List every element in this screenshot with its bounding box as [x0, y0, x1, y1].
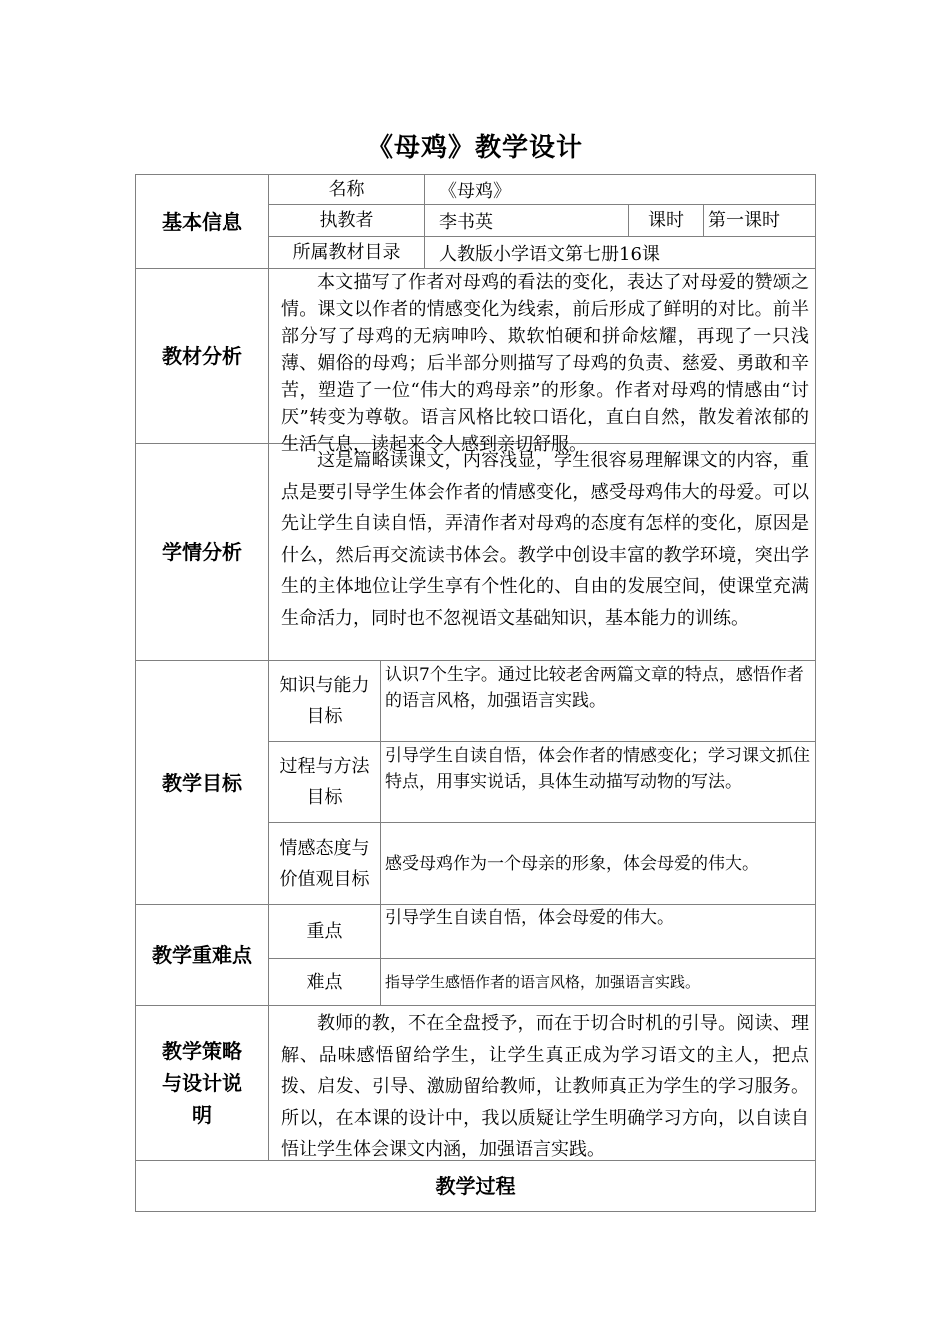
key-points-label: 教学重难点 — [152, 943, 252, 967]
goal-knowledge-label: 知识与能力目标 — [279, 675, 370, 727]
teacher-value: 李书英 — [439, 211, 493, 233]
textbook-label: 所属教材目录 — [292, 242, 401, 263]
goal-knowledge-text: 认识7个生字。通过比较老舍两篇文章的特点，感悟作者的语言风格，加强语言实践。 — [385, 665, 804, 711]
textbook-value: 人教版小学语文第七册16课 — [439, 243, 660, 265]
focus-label: 重点 — [306, 921, 343, 942]
period-value: 第一课时 — [708, 210, 780, 231]
teaching-process-heading: 教学过程 — [435, 1174, 516, 1198]
material-analysis-label: 教材分析 — [162, 344, 242, 368]
teaching-goals-label: 教学目标 — [162, 770, 242, 795]
focus-text: 引导学生自读自悟，体会母爱的伟大。 — [385, 908, 674, 928]
difficulty-label: 难点 — [306, 971, 343, 993]
goal-process-text: 引导学生自读自悟，体会作者的情感变化；学习课文抓住特点，用事实说话，具体生动描写动物的写法。 — [385, 746, 810, 792]
name-label: 名称 — [328, 179, 365, 200]
basic-info-label: 基本信息 — [162, 209, 242, 234]
material-analysis-text: 本文描写了作者对母鸡的看法的变化，表达了对母爱的赞颂之情。课文以作者的情感变化为线索，前后形成了鲜明的对比。前半部分写了母鸡的无病呻吟、欺软怕硬和拼命炫耀，再现了一只浅薄、媚俗的母鸡；后半部分则描写了母鸡的负责、慈爱、勇敢和辛苦，塑造了一位“伟大的鸡母亲”的形象。作者对母鸡的情感由“讨厌”转变为尊敬。语言风格比较口语化，直白自然，散发着浓郁的生活气息，读起来令人感到亲切舒服。 — [281, 272, 809, 455]
goal-emotion-label: 情感态度与价值观目标 — [279, 837, 370, 890]
strategy-text: 教师的教，不在全盘授予，而在于切合时机的引导。阅读、理解、品味感悟留给学生，让学生真正成为学习语文的主人，把点拨、启发、引导、激励留给教师，让教师真正为学生的学习服务。所以，在本课的设计中，我以质疑让学生明确学习方向，以自读自悟让学生体会课文内涵，加强语言实践。 — [281, 1013, 809, 1160]
student-analysis-label: 学情分析 — [162, 540, 242, 564]
teacher-label: 执教者 — [319, 210, 374, 231]
difficulty-text: 指导学生感悟作者的语言风格，加强语言实践。 — [385, 973, 701, 991]
name-value: 《母鸡》 — [439, 180, 511, 202]
student-analysis-text: 这是篇略读课文，内容浅显，学生很容易理解课文的内容，重点是要引导学生体会作者的情感变化，感受母鸡伟大的母爱。可以先让学生自读自悟，弄清作者对母鸡的态度有怎样的变化，原因是什么，然后再交流读书体会。教学中创设丰富的教学环境，突出学生的主体地位让学生享有个性化的、自由的发展空间，使课堂充满生命活力，同时也不忽视语文基础知识，基本能力的训练。 — [281, 450, 809, 629]
goal-process-label: 过程与方法目标 — [279, 756, 370, 808]
goal-emotion-text: 感受母鸡作为一个母亲的形象，体会母爱的伟大。 — [385, 853, 759, 874]
strategy-label: 教学策略与设计说明 — [162, 1039, 242, 1127]
period-label: 课时 — [648, 210, 684, 231]
page-title: 《母鸡》教学设计 — [366, 133, 583, 163]
